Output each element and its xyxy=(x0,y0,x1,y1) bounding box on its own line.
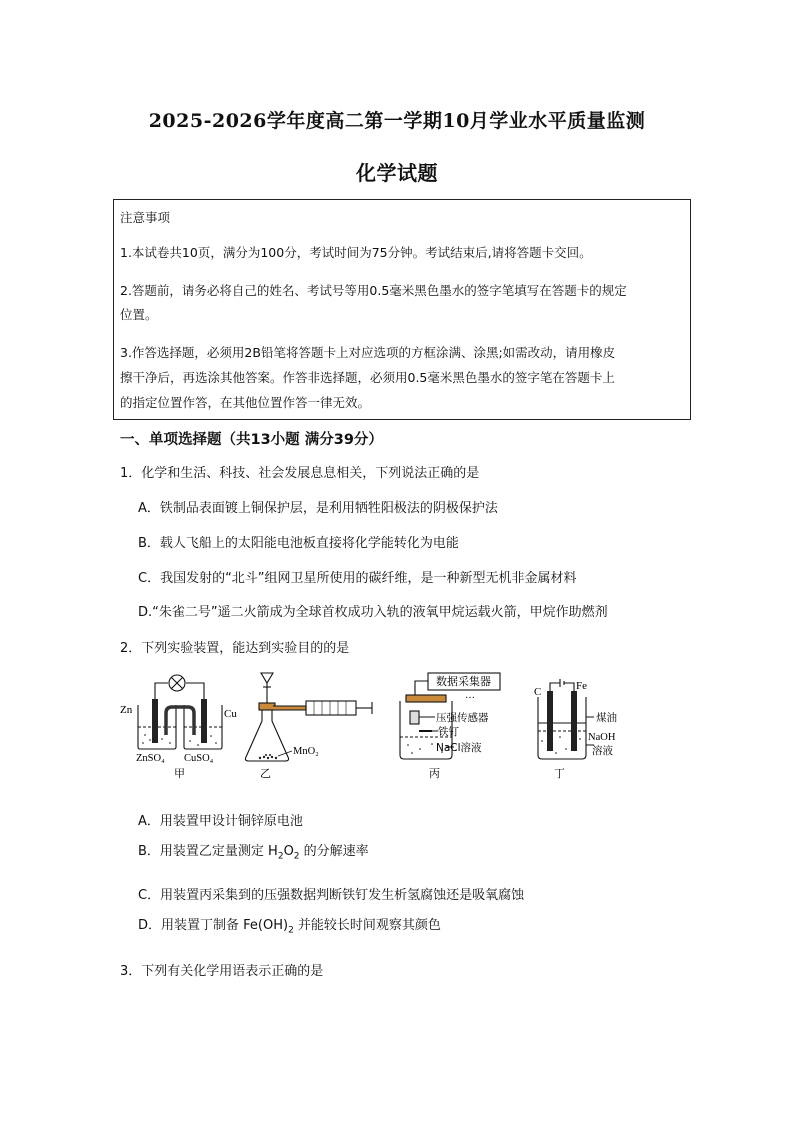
bing-caption: 丙 xyxy=(429,767,440,780)
jia-right-solution-label: CuSO₄ xyxy=(184,753,214,764)
bing-solution-label: NaCl溶液 xyxy=(436,742,482,754)
q1-option-c: C．我国发射的“北斗”组网卫星所使用的碳纤维，是一种新型无机非金属材料 xyxy=(138,571,577,586)
notice-heading: 注意事项 xyxy=(120,210,171,225)
bing-sensor-label: 压强传感器 xyxy=(436,712,489,724)
q1-option-a: A．铁制品表面镀上铜保护层，是利用牺牲阳极法的阴极保护法 xyxy=(138,501,498,516)
ding-right-electrode-label: Fe xyxy=(576,680,587,692)
q2-option-b: B．用装置乙定量测定 $H_2O_2$ 的分解速率 xyxy=(138,844,369,862)
notice-item-2-line2: 位置。 xyxy=(120,307,158,322)
q1-option-d: D.“朱雀二号”遥二火箭成为全球首枚成功入轨的液氧甲烷运载火箭，甲烷作助燃剂 xyxy=(138,605,608,620)
cu-electrode xyxy=(201,699,207,743)
c-electrode xyxy=(547,691,553,751)
ding-oil-label: 煤油 xyxy=(596,712,617,724)
section-title: 一、单项选择题（共13小题 满分39分） xyxy=(120,432,383,448)
q3-stem: 3．下列有关化学用语表示正确的是 xyxy=(120,964,324,979)
ding-left-electrode-label: C xyxy=(534,686,542,698)
bing-ellipsis: … xyxy=(465,690,475,701)
q1-stem: 1．化学和生活、科技、社会发展息息相关，下列说法正确的是 xyxy=(120,466,480,481)
notice-item-3-line3: 的指定位置作答，在其他位置作答一律无效。 xyxy=(120,395,371,410)
jia-left-solution-label: ZnSO₄ xyxy=(136,753,165,764)
jia-right-electrode-label: Cu xyxy=(224,708,237,720)
notice-item-3-line1: 3.作答选择题，必须用2B铅笔将答题卡上对应选项的方框涂满、涂黑;如需改动，请用橡皮 xyxy=(120,345,616,360)
q2-apparatus-figure xyxy=(110,665,630,790)
mno2-powder xyxy=(259,754,277,759)
ding-solution-line1: NaOH xyxy=(588,732,616,743)
q2-stem: 2．下列实验装置，能达到实验目的的是 xyxy=(120,641,350,656)
ding-caption: 丁 xyxy=(554,767,565,780)
fe-electrode xyxy=(571,691,577,751)
q1-option-b: B．载人飞船上的太阳能电池板直接将化学能转化为电能 xyxy=(138,536,459,551)
yi-caption: 乙 xyxy=(260,767,271,780)
apparatus-jia xyxy=(138,675,222,749)
exam-title: 2025-2026学年度高二第一学期10月学业水平质量监测 xyxy=(148,110,646,132)
q2-option-c: C．用装置丙采集到的压强数据判断铁钉发生析氢腐蚀还是吸氧腐蚀 xyxy=(138,888,525,903)
ding-solution-line2: 溶液 xyxy=(592,745,613,757)
yi-reagent-label: MnO₂ xyxy=(293,746,319,757)
subject-title: 化学试题 xyxy=(356,161,438,185)
notice-item-3-line2: 擦干净后，再选涂其他答案。作答非选择题，必须用0.5毫米黑色墨水的签字笔在答题卡上 xyxy=(120,370,615,385)
bing-nail-label: 铁钉 xyxy=(438,726,459,738)
jia-caption: 甲 xyxy=(174,767,185,780)
bing-collector-label: 数据采集器 xyxy=(436,675,491,688)
jia-left-electrode-label: Zn xyxy=(120,704,133,716)
notice-item-2-line1: 2.答题前，请务必将自己的姓名、考试号等用0.5毫米黑色墨水的签字笔填写在答题卡的规定 xyxy=(120,283,627,298)
q2-option-a: A．用装置甲设计铜锌原电池 xyxy=(138,814,303,829)
q2-option-d: D．用装置丁制备 $Fe(OH)_2$ 并能较长时间观察其颜色 xyxy=(138,918,441,936)
notice-item-1: 1.本试卷共10页，满分为100分，考试时间为75分钟。考试结束后,请将答题卡交回。 xyxy=(120,245,592,260)
zn-electrode xyxy=(152,699,158,743)
